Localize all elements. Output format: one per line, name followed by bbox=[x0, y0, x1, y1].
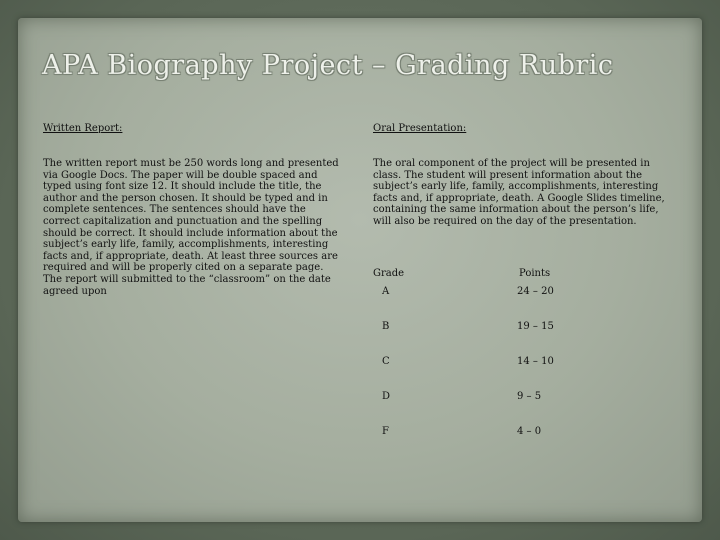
oral-presentation-text: The oral component of the project will be presented in class. The student will present information about the subject’s early life, family, accomplishments, interesting facts and, if appropriate, death. A Google Slides timeline, containing the same information about the person’s life, will also be required on the day of the presentation. bbox=[373, 158, 665, 227]
grade-points: 9 – 5 bbox=[517, 391, 542, 402]
grade-letter: F bbox=[382, 426, 389, 437]
grade-letter: D bbox=[382, 391, 391, 402]
grade-letter: C bbox=[382, 356, 390, 367]
grade-row bbox=[373, 321, 633, 335]
grade-letter: A bbox=[382, 286, 390, 297]
grade-points: 4 – 0 bbox=[517, 426, 542, 437]
grade-points: 19 – 15 bbox=[517, 321, 554, 332]
page-title: APA Biography Project – Grading Rubric bbox=[42, 50, 614, 81]
oral-presentation-label: Oral Presentation: bbox=[373, 123, 467, 134]
grade-points: 24 – 20 bbox=[517, 286, 554, 297]
grade-row bbox=[373, 356, 633, 370]
grade-row bbox=[373, 391, 633, 405]
written-report-text: The written report must be 250 words long and presented via Google Docs. The paper will be double spaced and typed using font size 12. It should include the title, the author and the person chosen. It should be typed and in complete sentences. The sentences should have the correct capitalization and punctuation and the spelling should be correct. It should include information about the subject’s early life, family, accomplishments, interesting facts and, if appropriate, death. At least three sources are required and will be properly cited on a separate page. The report will submitted to the “classroom” on the date agreed upon bbox=[43, 158, 339, 297]
written-report-label: Written Report: bbox=[43, 123, 123, 134]
grade-row bbox=[373, 426, 633, 440]
grade-points: 14 – 10 bbox=[517, 356, 554, 367]
grade-letter: B bbox=[382, 321, 390, 332]
points-column-header: Points bbox=[519, 268, 551, 279]
grade-column-header: Grade bbox=[373, 268, 405, 279]
grade-row bbox=[373, 286, 633, 300]
